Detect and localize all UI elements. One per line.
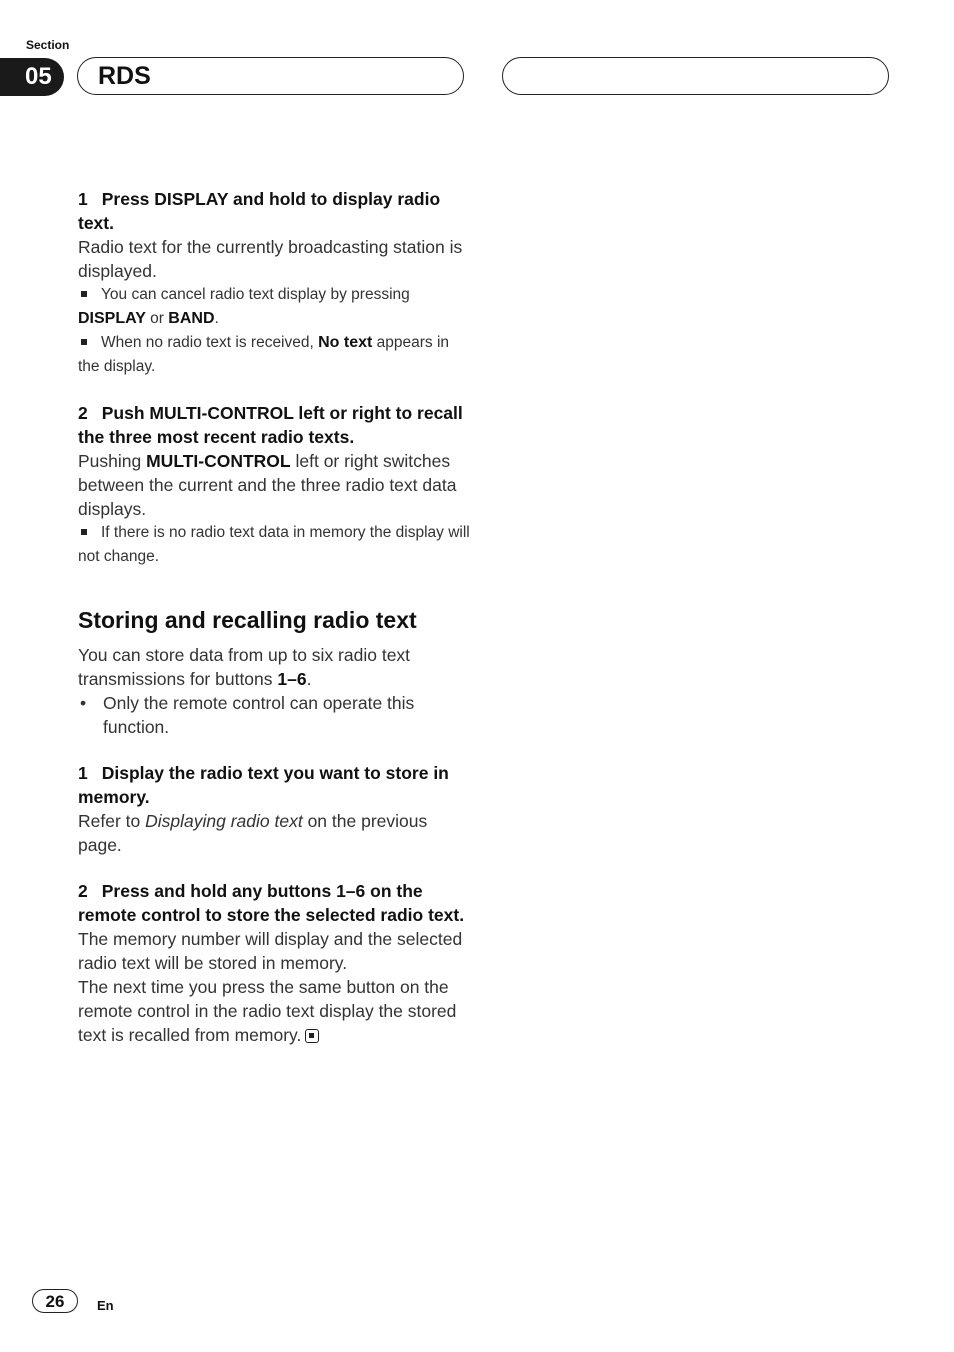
step-2-heading (78, 879, 470, 927)
bullet-text: Only the remote control can operate this function. (103, 693, 415, 737)
bullet-item (78, 691, 470, 739)
section-heading: Storing and recalling radio text (78, 607, 417, 633)
note-square-icon (81, 339, 87, 345)
note-square-icon (81, 529, 87, 535)
step-2-body-2 (78, 975, 470, 1047)
body-bold: 1–6 (277, 669, 307, 689)
step-number: 1 (78, 763, 88, 783)
section-number: 05 (0, 58, 64, 96)
intro-text (78, 643, 470, 691)
step-number: 2 (78, 881, 88, 901)
step-2-body: The memory number will display and the selected radio text will be stored in memory. (78, 929, 463, 973)
note-text: . (214, 310, 219, 327)
body-text: on the previous page. (78, 811, 428, 855)
body-bold: MULTI-CONTROL (146, 451, 291, 471)
step-text: Press and hold any buttons 1–6 on the remote control to store the selected radio text. (78, 881, 465, 925)
note (78, 331, 470, 379)
note-square-icon (81, 291, 87, 297)
page-number: 26 (32, 1289, 78, 1313)
end-mark-icon (305, 1029, 319, 1043)
step-1-heading (78, 187, 470, 235)
bullet-dot-icon: • (80, 693, 87, 713)
step-2-body (78, 449, 470, 521)
note-text: When no radio text is received, (101, 334, 319, 351)
note-text: You can cancel radio text display by pressing (101, 286, 410, 303)
content-column (78, 187, 470, 1047)
body-text: left or right switches between the current and the three radio text data displays. (78, 451, 457, 519)
step-text: Display the radio text you want to store in memory. (78, 763, 449, 807)
step-text: Press DISPLAY and hold to display radio text. (78, 189, 441, 233)
note (78, 283, 470, 331)
body-text: Pushing (78, 451, 147, 471)
body-text: . (306, 669, 312, 689)
body-text: You can store data from up to six radio text transmissions for buttons (78, 645, 411, 689)
section-label: Section (26, 38, 70, 52)
step-1-body (78, 809, 470, 857)
title-tab (77, 57, 464, 95)
empty-title-tab (502, 57, 889, 95)
body-text: Refer to (78, 811, 146, 831)
note-text: or (145, 310, 169, 327)
note (78, 521, 470, 569)
note-bold: DISPLAY (78, 310, 146, 327)
step-1-body: Radio text for the currently broadcasting station is displayed. (78, 237, 463, 281)
note-bold: No text (318, 334, 373, 351)
step-2-heading (78, 401, 470, 449)
step-text: Push MULTI-CONTROL left or right to recall the three most recent radio texts. (78, 403, 463, 447)
note-text: appears in the display. (78, 334, 450, 375)
body-italic: Displaying radio text (145, 811, 303, 831)
step-number: 1 (78, 189, 88, 209)
step-1-heading (78, 761, 470, 809)
language-label: En (97, 1298, 114, 1313)
note-bold: BAND (168, 310, 215, 327)
note-text: If there is no radio text data in memory the display will not change. (78, 524, 470, 565)
body-text: The next time you press the same button on the remote control in the radio text display the stored text is recalled from memory. (78, 977, 457, 1045)
page-title: RDS (98, 62, 151, 90)
step-number: 2 (78, 403, 88, 423)
